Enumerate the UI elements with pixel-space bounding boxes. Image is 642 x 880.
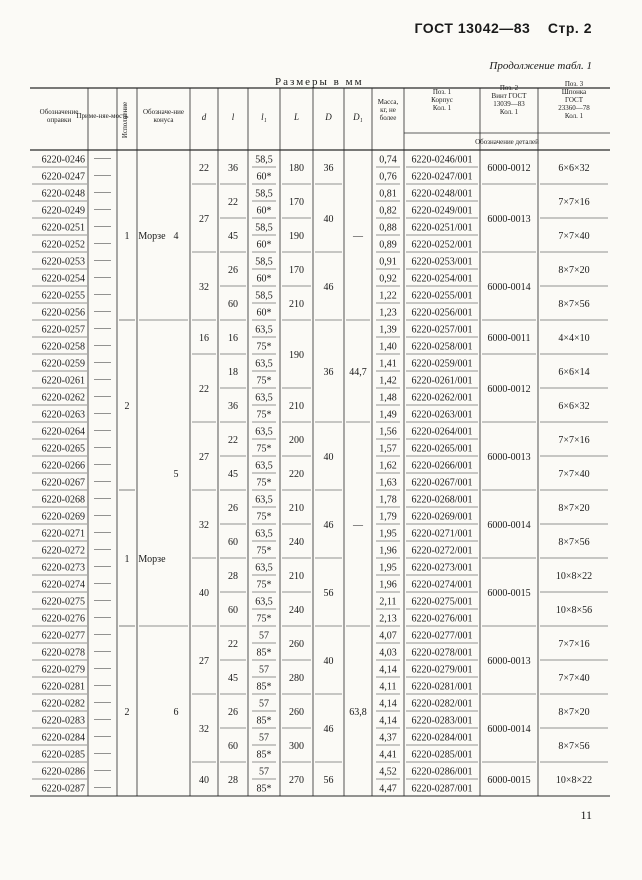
cell-designation: 6220-0249	[41, 205, 85, 217]
cell-l1: 75*	[256, 511, 272, 523]
cell-designation: 6220-0269	[41, 511, 85, 523]
cell-l1: 63,5	[255, 358, 273, 370]
cell-designation: 6220-0274	[41, 579, 85, 591]
cell-cone-number: 5	[173, 469, 179, 480]
cell-pos2: 6000-0011	[487, 333, 531, 344]
cell-mass: 1,41	[379, 358, 397, 370]
cell-designation: 6220-0275	[41, 596, 85, 608]
cell-designation: 6220-0251	[41, 222, 85, 234]
cell-pos3: 4×4×10	[558, 333, 590, 344]
header-applicability: Приме-няе-мость	[76, 112, 129, 120]
cell-pos1: 6220-0253/001	[411, 256, 473, 268]
cell-D: 46	[323, 282, 334, 293]
cell-pos3: 7×7×40	[558, 469, 590, 480]
cell-pos1: 6220-0258/001	[411, 341, 473, 353]
cell-l1: 63,5	[255, 460, 273, 472]
cell-mass: 4,14	[379, 715, 397, 727]
header-mass: более	[379, 114, 397, 122]
cell-pos3: 8×7×56	[558, 299, 590, 310]
continuation-note: Продолжение табл. 1	[489, 60, 592, 72]
cell-D: 46	[323, 520, 334, 531]
cell-d: 22	[199, 384, 209, 395]
cell-l1: 60*	[256, 171, 272, 183]
header-pos2: Винт ГОСТ	[491, 92, 527, 100]
cell-L: 300	[289, 741, 304, 752]
cell-D: 40	[323, 656, 334, 667]
cell-designation: 6220-0266	[41, 460, 85, 472]
cell-pos2: 6000-0014	[487, 520, 531, 531]
cell-pos3: 6×6×32	[558, 401, 590, 412]
page-label: Стр. 2	[547, 20, 592, 36]
cell-designation: 6220-0259	[41, 358, 85, 370]
cell-pos3: 7×7×40	[558, 231, 590, 242]
cell-mass: 1,79	[379, 511, 397, 523]
cell-pos1: 6220-0247/001	[411, 171, 473, 183]
cell-mass: 1,63	[379, 477, 397, 489]
cell-designation: 6220-0273	[41, 562, 85, 574]
cell-mass: 2,13	[379, 613, 397, 625]
cell-pos1: 6220-0287/001	[411, 783, 473, 795]
cell-l1: 63,5	[255, 324, 273, 336]
cell-mass: 2,11	[379, 596, 397, 608]
header-designation: оправки	[46, 116, 72, 124]
cell-pos1: 6220-0261/001	[411, 375, 473, 387]
cell-l1: 57	[259, 766, 269, 778]
cell-cone-type: Морзе	[138, 554, 166, 565]
cell-l: 36	[228, 163, 238, 174]
header-mass: Масса,	[377, 98, 399, 106]
cell-designation: 6220-0279	[41, 664, 85, 676]
cell-pos2: 6000-0013	[487, 214, 531, 225]
cell-pos2: 6000-0014	[487, 282, 531, 293]
cell-pos3: 8×7×20	[558, 265, 590, 276]
cell-pos1: 6220-0246/001	[411, 154, 473, 166]
cell-l1: 85*	[256, 715, 272, 727]
cell-version: 1	[124, 231, 130, 242]
cell-mass: 1,95	[379, 528, 397, 540]
cell-L: 210	[289, 571, 304, 582]
cell-l: 45	[228, 673, 238, 684]
cell-d: 40	[199, 775, 209, 786]
header-pos3: ГОСТ	[565, 96, 583, 104]
cell-pos2: 6000-0014	[487, 724, 531, 735]
cell-l1: 63,5	[255, 494, 273, 506]
cell-pos1: 6220-0277/001	[411, 630, 473, 642]
cell-pos1: 6220-0268/001	[411, 494, 473, 506]
cell-mass: 1,49	[379, 409, 397, 421]
cell-mass: 4,03	[379, 647, 397, 659]
cell-l: 60	[228, 299, 238, 310]
cell-pos1: 6220-0256/001	[411, 307, 473, 319]
cell-pos1: 6220-0264/001	[411, 426, 473, 438]
cell-l1: 63,5	[255, 562, 273, 574]
cell-mass: 0,74	[379, 154, 397, 166]
cell-mass: 1,40	[379, 341, 397, 353]
cell-L: 190	[289, 231, 304, 242]
header-D: D	[325, 112, 332, 122]
cell-L: 170	[289, 265, 304, 276]
cell-designation: 6220-0246	[41, 154, 85, 166]
cell-l1: 85*	[256, 647, 272, 659]
cell-d: 16	[199, 333, 209, 344]
cell-l1: 57	[259, 630, 269, 642]
cell-pos3: 6×6×14	[558, 367, 590, 378]
cell-mass: 0,88	[379, 222, 397, 234]
cell-L: 220	[289, 469, 304, 480]
cell-version: 2	[124, 401, 130, 412]
cell-l1: 85*	[256, 749, 272, 761]
cell-d: 32	[199, 282, 209, 293]
cell-pos1: 6220-0269/001	[411, 511, 473, 523]
cell-pos3: 10×8×22	[555, 571, 593, 582]
cell-d: 40	[199, 588, 209, 599]
cell-mass: 4,47	[379, 783, 397, 795]
cell-pos1: 6220-0257/001	[411, 324, 473, 336]
cell-pos2: 6000-0015	[487, 775, 531, 786]
cell-l1: 75*	[256, 613, 272, 625]
cell-L: 210	[289, 503, 304, 514]
cell-l1: 58,5	[255, 154, 273, 166]
cell-mass: 4,37	[379, 732, 397, 744]
cell-pos3: 7×7×40	[558, 673, 590, 684]
cell-D: 56	[323, 775, 334, 786]
header-pos1: Кол. 1	[432, 104, 452, 112]
cell-l: 60	[228, 605, 238, 616]
header-designation: Обозначение	[39, 108, 79, 116]
cell-l: 22	[228, 639, 238, 650]
cell-l1: 60*	[256, 239, 272, 251]
header-pos3: Кол. 1	[564, 112, 584, 120]
header-pos3: Поз. 3	[564, 80, 584, 88]
cell-designation: 6220-0255	[41, 290, 85, 302]
cell-mass: 4,11	[379, 681, 397, 693]
header-pos3: Шпонка	[561, 88, 587, 96]
cell-pos1: 6220-0279/001	[411, 664, 473, 676]
cell-mass: 4,07	[379, 630, 397, 642]
cell-mass: 0,89	[379, 239, 397, 251]
cell-D1: —	[353, 231, 363, 242]
cell-designation: 6220-0261	[41, 375, 85, 387]
cell-pos1: 6220-0276/001	[411, 613, 473, 625]
cell-mass: 4,14	[379, 664, 397, 676]
cell-pos1: 6220-0251/001	[411, 222, 473, 234]
cell-pos1: 6220-0259/001	[411, 358, 473, 370]
cell-designation: 6220-0257	[41, 324, 85, 336]
cell-mass: 1,48	[379, 392, 397, 404]
cell-l1: 85*	[256, 681, 272, 693]
cell-l: 22	[228, 435, 238, 446]
cell-mass: 1,95	[379, 562, 397, 574]
cell-mass: 1,57	[379, 443, 397, 455]
cell-l1: 57	[259, 732, 269, 744]
cell-pos3: 7×7×16	[558, 197, 590, 208]
header-l: l	[231, 112, 235, 122]
cell-l: 22	[228, 197, 238, 208]
cell-pos1: 6220-0248/001	[411, 188, 473, 200]
cell-l: 26	[228, 503, 238, 514]
cell-mass: 1,39	[379, 324, 397, 336]
cell-L: 190	[289, 350, 304, 361]
cell-l1: 58,5	[255, 256, 273, 268]
cell-mass: 1,96	[379, 579, 397, 591]
cell-pos3: 7×7×16	[558, 639, 590, 650]
cell-designation: 6220-0254	[41, 273, 85, 285]
cell-pos1: 6220-0267/001	[411, 477, 473, 489]
cell-l1: 58,5	[255, 188, 273, 200]
cell-D1: —	[353, 520, 363, 531]
cell-designation: 6220-0278	[41, 647, 85, 659]
cell-designation: 6220-0265	[41, 443, 85, 455]
cell-l1: 57	[259, 698, 269, 710]
cell-d: 27	[199, 214, 209, 225]
cell-pos1: 6220-0284/001	[411, 732, 473, 744]
cell-pos3: 8×7×56	[558, 537, 590, 548]
cell-L: 200	[289, 435, 304, 446]
cell-mass: 0,92	[379, 273, 397, 285]
cell-pos1: 6220-0262/001	[411, 392, 473, 404]
header-L: L	[293, 112, 300, 122]
cell-mass: 0,81	[379, 188, 397, 200]
cell-pos3: 8×7×56	[558, 741, 590, 752]
cell-designation: 6220-0258	[41, 341, 85, 353]
header-D1: D₁	[353, 112, 363, 122]
cell-designation: 6220-0271	[41, 528, 85, 540]
cell-pos1: 6220-0255/001	[411, 290, 473, 302]
cell-l1: 63,5	[255, 596, 273, 608]
cell-mass: 0,91	[379, 256, 397, 268]
dimensions-label: Размеры в мм	[275, 76, 364, 88]
cell-mass: 1,56	[379, 426, 397, 438]
standard-title: ГОСТ 13042—83	[414, 20, 531, 36]
cell-designation: 6220-0267	[41, 477, 85, 489]
cell-designation: 6220-0286	[41, 766, 85, 778]
header-version: Исполнение	[121, 101, 129, 139]
cell-mass: 0,82	[379, 205, 397, 217]
cell-l: 26	[228, 265, 238, 276]
header-pos1: Поз. 1	[432, 88, 452, 96]
cell-designation: 6220-0253	[41, 256, 85, 268]
cell-designation: 6220-0263	[41, 409, 85, 421]
cell-pos1: 6220-0281/001	[411, 681, 473, 693]
cell-pos3: 10×8×56	[555, 605, 593, 616]
cell-D: 40	[323, 214, 334, 225]
cell-l: 60	[228, 741, 238, 752]
cell-L: 240	[289, 537, 304, 548]
cell-l1: 75*	[256, 477, 272, 489]
cell-l1: 60*	[256, 273, 272, 285]
header-d: d	[201, 112, 207, 122]
cell-l1: 75*	[256, 341, 272, 353]
cell-designation: 6220-0252	[41, 239, 85, 251]
cell-pos1: 6220-0272/001	[411, 545, 473, 557]
page-header	[414, 20, 592, 36]
cell-designation: 6220-0268	[41, 494, 85, 506]
cell-D: 46	[323, 724, 334, 735]
cell-designation: 6220-0284	[41, 732, 85, 744]
cell-pos1: 6220-0252/001	[411, 239, 473, 251]
cell-designation: 6220-0287	[41, 783, 85, 795]
cell-pos1: 6220-0266/001	[411, 460, 473, 472]
cell-pos3: 10×8×22	[555, 775, 593, 786]
cell-mass: 4,14	[379, 698, 397, 710]
header-pos2: Кол. 1	[499, 108, 519, 116]
cell-D1: 63,8	[349, 707, 367, 718]
cell-mass: 1,78	[379, 494, 397, 506]
header-pos1: Корпус	[431, 96, 453, 104]
cell-d: 32	[199, 724, 209, 735]
cell-pos1: 6220-0283/001	[411, 715, 473, 727]
cell-mass: 1,62	[379, 460, 397, 472]
cell-pos1: 6220-0254/001	[411, 273, 473, 285]
cell-mass: 1,42	[379, 375, 397, 387]
cell-pos1: 6220-0275/001	[411, 596, 473, 608]
cell-cone-number: 6	[173, 707, 179, 718]
cell-pos1: 6220-0265/001	[411, 443, 473, 455]
cell-pos1: 6220-0286/001	[411, 766, 473, 778]
cell-designation: 6220-0282	[41, 698, 85, 710]
cell-pos1: 6220-0249/001	[411, 205, 473, 217]
cell-pos2: 6000-0013	[487, 452, 531, 463]
cell-pos1: 6220-0274/001	[411, 579, 473, 591]
cell-mass: 0,76	[379, 171, 397, 183]
cell-mass: 1,23	[379, 307, 397, 319]
cell-l1: 75*	[256, 375, 272, 387]
cell-l: 45	[228, 231, 238, 242]
cell-l: 45	[228, 469, 238, 480]
cell-l1: 57	[259, 664, 269, 676]
header-parts: Обозначение деталей	[475, 138, 539, 146]
cell-d: 27	[199, 656, 209, 667]
cell-D: 40	[323, 452, 334, 463]
cell-l1: 85*	[256, 783, 272, 795]
cell-designation: 6220-0256	[41, 307, 85, 319]
cell-pos1: 6220-0263/001	[411, 409, 473, 421]
header-l1: l₁	[261, 112, 267, 122]
cell-designation: 6220-0283	[41, 715, 85, 727]
cell-l1: 75*	[256, 409, 272, 421]
cell-l1: 75*	[256, 545, 272, 557]
cell-pos3: 7×7×16	[558, 435, 590, 446]
cell-designation: 6220-0272	[41, 545, 85, 557]
header-cone: конуса	[153, 116, 174, 124]
cell-L: 270	[289, 775, 304, 786]
cell-l: 28	[228, 571, 238, 582]
cell-designation: 6220-0277	[41, 630, 85, 642]
header-cone: Обозначе-ние	[142, 108, 185, 116]
page-number: 11	[580, 808, 592, 822]
cell-designation: 6220-0247	[41, 171, 85, 183]
cell-pos1: 6220-0282/001	[411, 698, 473, 710]
cell-designation: 6220-0262	[41, 392, 85, 404]
cell-mass: 4,41	[379, 749, 397, 761]
cell-d: 27	[199, 452, 209, 463]
header-pos2: 13039—83	[493, 100, 525, 108]
cell-L: 210	[289, 401, 304, 412]
cell-L: 210	[289, 299, 304, 310]
cell-version: 2	[124, 707, 130, 718]
cell-l1: 60*	[256, 307, 272, 319]
header-pos2: Поз. 2	[499, 84, 519, 92]
cell-pos3: 6×6×32	[558, 163, 590, 174]
cell-pos1: 6220-0273/001	[411, 562, 473, 574]
cell-d: 22	[199, 163, 209, 174]
cell-l1: 58,5	[255, 222, 273, 234]
cell-designation: 6220-0264	[41, 426, 85, 438]
cell-l1: 63,5	[255, 528, 273, 540]
cell-l: 26	[228, 707, 238, 718]
cell-cone-number: 4	[173, 231, 179, 242]
cell-designation: 6220-0281	[41, 681, 85, 693]
cell-l1: 60*	[256, 205, 272, 217]
cell-L: 260	[289, 707, 304, 718]
cell-l1: 75*	[256, 443, 272, 455]
cell-mass: 4,52	[379, 766, 397, 778]
cell-L: 170	[289, 197, 304, 208]
cell-l: 60	[228, 537, 238, 548]
cell-D1: 44,7	[349, 367, 367, 378]
cell-D: 56	[323, 588, 334, 599]
cell-l: 36	[228, 401, 238, 412]
cell-l: 28	[228, 775, 238, 786]
header-pos3: 23360—78	[558, 104, 590, 112]
cell-version: 1	[124, 554, 130, 565]
cell-L: 180	[289, 163, 304, 174]
cell-pos1: 6220-0285/001	[411, 749, 473, 761]
cell-pos1: 6220-0278/001	[411, 647, 473, 659]
cell-pos2: 6000-0013	[487, 656, 531, 667]
cell-pos3: 8×7×20	[558, 707, 590, 718]
cell-l: 18	[228, 367, 238, 378]
cell-D: 36	[323, 367, 334, 378]
cell-pos1: 6220-0271/001	[411, 528, 473, 540]
cell-l: 16	[228, 333, 238, 344]
cell-l1: 63,5	[255, 392, 273, 404]
cell-pos3: 8×7×20	[558, 503, 590, 514]
header-mass: кг, не	[380, 106, 396, 114]
cell-L: 240	[289, 605, 304, 616]
cell-D: 36	[323, 163, 334, 174]
cell-pos2: 6000-0012	[487, 384, 531, 395]
cell-pos2: 6000-0015	[487, 588, 531, 599]
cell-designation: 6220-0248	[41, 188, 85, 200]
cell-d: 32	[199, 520, 209, 531]
cell-l1: 75*	[256, 579, 272, 591]
cell-L: 260	[289, 639, 304, 650]
cell-mass: 1,22	[379, 290, 397, 302]
cell-designation: 6220-0276	[41, 613, 85, 625]
cell-designation: 6220-0285	[41, 749, 85, 761]
cell-mass: 1,96	[379, 545, 397, 557]
cell-l1: 58,5	[255, 290, 273, 302]
cell-l1: 63,5	[255, 426, 273, 438]
cell-cone-type: Морзе	[138, 231, 166, 242]
cell-L: 280	[289, 673, 304, 684]
cell-pos2: 6000-0012	[487, 163, 531, 174]
